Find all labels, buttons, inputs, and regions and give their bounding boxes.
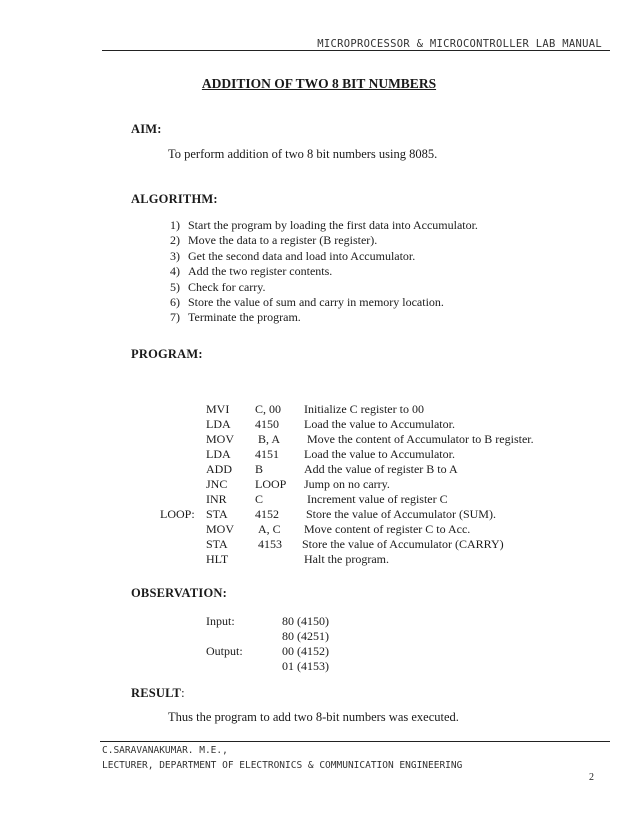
algorithm-step	[170, 233, 478, 248]
step-text: Get the second data and load into Accumulator.	[188, 248, 416, 263]
algorithm-step	[170, 264, 478, 279]
observation-heading: OBSERVATION:	[131, 586, 227, 600]
step-text: Check for carry.	[188, 279, 266, 294]
line-opcode: MVI	[206, 402, 230, 416]
line-operand: B	[255, 462, 264, 476]
line-operand: B, A	[258, 432, 281, 446]
line-operand: 4151	[255, 447, 279, 461]
page-number: 2	[589, 772, 594, 783]
line-comment: Initialize C register to 00	[304, 402, 424, 416]
step-text: Add the two register contents.	[188, 264, 333, 279]
line-operand: LOOP	[255, 477, 287, 491]
result-heading-text: RESULT	[131, 686, 182, 700]
line-opcode: INR	[206, 492, 227, 506]
line-operand: C, 00	[255, 402, 282, 416]
line-comment: Halt the program.	[304, 552, 389, 566]
line-opcode: STA	[206, 507, 228, 521]
step-number: 6)	[170, 295, 180, 310]
program-heading: PROGRAM:	[131, 347, 203, 361]
algorithm-step	[170, 295, 478, 310]
footer-rule	[100, 741, 610, 742]
aim-text: To perform addition of two 8 bit numbers using 8085.	[168, 147, 438, 161]
line-opcode: LDA	[206, 417, 231, 431]
line-comment: Add the value of register B to A	[304, 462, 458, 476]
line-opcode: LDA	[206, 447, 231, 461]
line-opcode: MOV	[206, 432, 235, 446]
result-text: Thus the program to add two 8-bit numbers was executed.	[168, 710, 459, 724]
result-heading-colon: :	[181, 686, 185, 700]
manual-title-header: MICROPROCESSOR & MICROCONTROLLER LAB MANUAL	[317, 38, 602, 50]
page-title: ADDITION OF TWO 8 BIT NUMBERS	[201, 76, 437, 91]
algorithm-list	[170, 218, 478, 326]
footer-author: C.SARAVANAKUMAR. M.E.,	[102, 745, 228, 756]
line-opcode: STA	[206, 537, 228, 551]
header-rule	[102, 50, 610, 51]
algorithm-heading: ALGORITHM:	[131, 192, 218, 206]
algorithm-step	[170, 218, 478, 233]
step-number: 1)	[170, 218, 180, 232]
line-label: LOOP:	[160, 507, 195, 521]
algorithm-step	[170, 249, 478, 264]
footer-department: LECTURER, DEPARTMENT OF ELECTRONICS & COMMUNICATION ENGINEERING	[102, 760, 463, 771]
line-opcode: JNC	[206, 477, 228, 491]
output-label: Output:	[206, 644, 243, 658]
input-label: Input:	[206, 614, 235, 628]
line-operand: 4150	[255, 417, 279, 431]
step-text: Start the program by loading the first data into Accumulator.	[188, 218, 478, 232]
result-heading	[131, 684, 185, 702]
output-value: 00 (4152)	[282, 644, 329, 658]
step-text: Store the value of sum and carry in memory location.	[188, 295, 444, 310]
line-opcode: HLT	[206, 552, 229, 566]
step-number: 3)	[170, 248, 180, 263]
step-text: Terminate the program.	[188, 310, 301, 325]
line-comment: Store the value of Accumulator (SUM).	[306, 507, 496, 521]
line-comment: Jump on no carry.	[304, 477, 390, 491]
line-operand: 4153	[258, 537, 282, 551]
input-value: 80 (4251)	[282, 629, 329, 643]
line-comment: Increment value of register C	[307, 492, 448, 506]
line-comment: Move the content of Accumulator to B register.	[307, 432, 534, 446]
step-text: Move the data to a register (B register).	[188, 233, 378, 248]
step-number: 4)	[170, 264, 180, 279]
line-operand: C	[255, 492, 264, 506]
line-opcode: ADD	[206, 462, 232, 476]
line-opcode: MOV	[206, 522, 235, 536]
algorithm-step	[170, 310, 478, 325]
algorithm-step	[170, 280, 478, 295]
input-value: 80 (4150)	[282, 614, 329, 628]
step-number: 5)	[170, 279, 180, 294]
line-operand: A, C	[258, 522, 281, 536]
step-number: 2)	[170, 233, 180, 248]
step-number: 7)	[170, 310, 180, 325]
line-comment: Store the value of Accumulator (CARRY)	[302, 537, 504, 551]
line-operand: 4152	[255, 507, 279, 521]
line-comment: Move content of register C to Acc.	[304, 522, 471, 536]
line-comment: Load the value to Accumulator.	[304, 447, 455, 461]
line-comment: Load the value to Accumulator.	[304, 417, 455, 431]
aim-heading: AIM:	[131, 122, 162, 136]
output-value: 01 (4153)	[282, 659, 329, 673]
